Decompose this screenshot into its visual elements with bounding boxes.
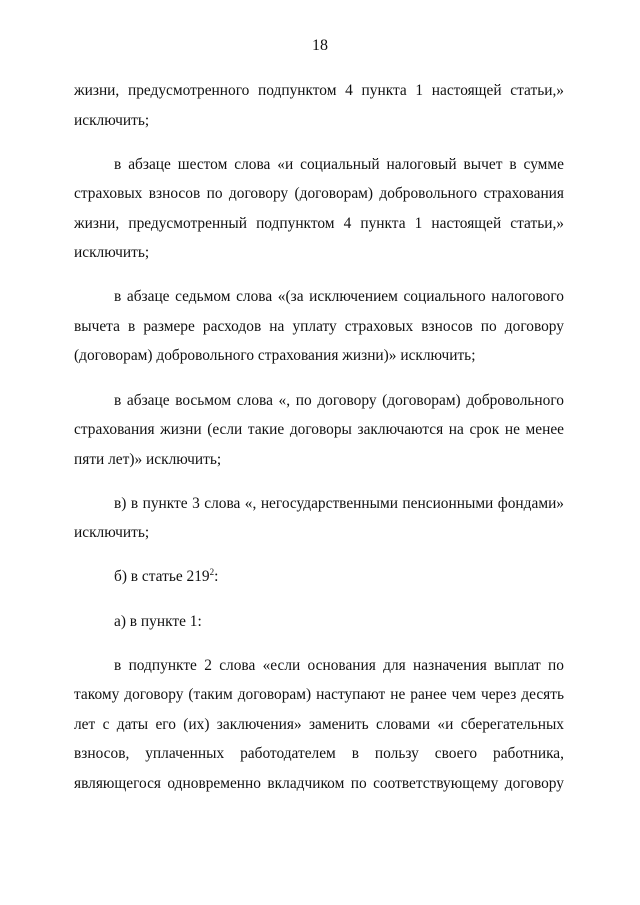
text-line: страховых взносов по договору (договорам) добровольного страхования (74, 185, 564, 203)
page-number: 18 (312, 37, 328, 54)
text-line: взносов, уплаченных работодателем в пользу своего работника, (74, 745, 564, 763)
paragraph (74, 386, 564, 475)
text-suffix: : (214, 568, 219, 586)
paragraph (74, 489, 564, 548)
text-line: исключить; (74, 244, 150, 262)
document-body (74, 76, 564, 813)
text-line: жизни, предусмотренный подпунктом 4 пункта 1 настоящей статьи,» (74, 214, 564, 232)
text-line: в абзаце шестом слова «и социальный налоговый вычет в сумме (114, 155, 564, 173)
paragraph (74, 651, 564, 799)
text-line: вычета в размере расходов на уплату страховых взносов по договору (74, 317, 564, 335)
paragraph (74, 607, 564, 637)
text-line: являющегося одновременно вкладчиком по соответствующему договору (74, 774, 564, 792)
superscript: 2 (209, 567, 215, 578)
text-line: в абзаце восьмом слова «, по договору (договорам) добровольного (114, 391, 564, 409)
text-line: в абзаце седьмом слова «(за исключением социального налогового (114, 288, 564, 306)
text-line: исключить; (74, 111, 150, 129)
text-line: страхования жизни (если такие договоры заключаются на срок не менее (74, 421, 564, 439)
paragraph (74, 282, 564, 371)
text-line: пяти лет)» исключить; (74, 450, 222, 468)
paragraph (74, 76, 564, 135)
text-line: в) в пункте 3 слова «, негосударственными пенсионными фондами» (114, 494, 564, 512)
text-line: в подпункте 2 слова «если основания для назначения выплат по (114, 656, 564, 674)
paragraph (74, 150, 564, 268)
text-line: такому договору (таким договорам) наступают не ранее чем через десять (74, 686, 564, 704)
text-line: жизни, предусмотренного подпунктом 4 пункта 1 настоящей статьи,» (74, 82, 564, 99)
text-line: б) в статье $219^2$: (114, 567, 219, 586)
text-line: а) в пункте 1: (114, 612, 202, 630)
text-line: исключить; (74, 524, 150, 542)
text-line: лет с даты его (их) заключения» заменить словами «и сберегательных (74, 715, 564, 733)
text-line: (договорам) добровольного страхования жизни)» исключить; (74, 347, 476, 365)
paragraph (74, 562, 564, 592)
